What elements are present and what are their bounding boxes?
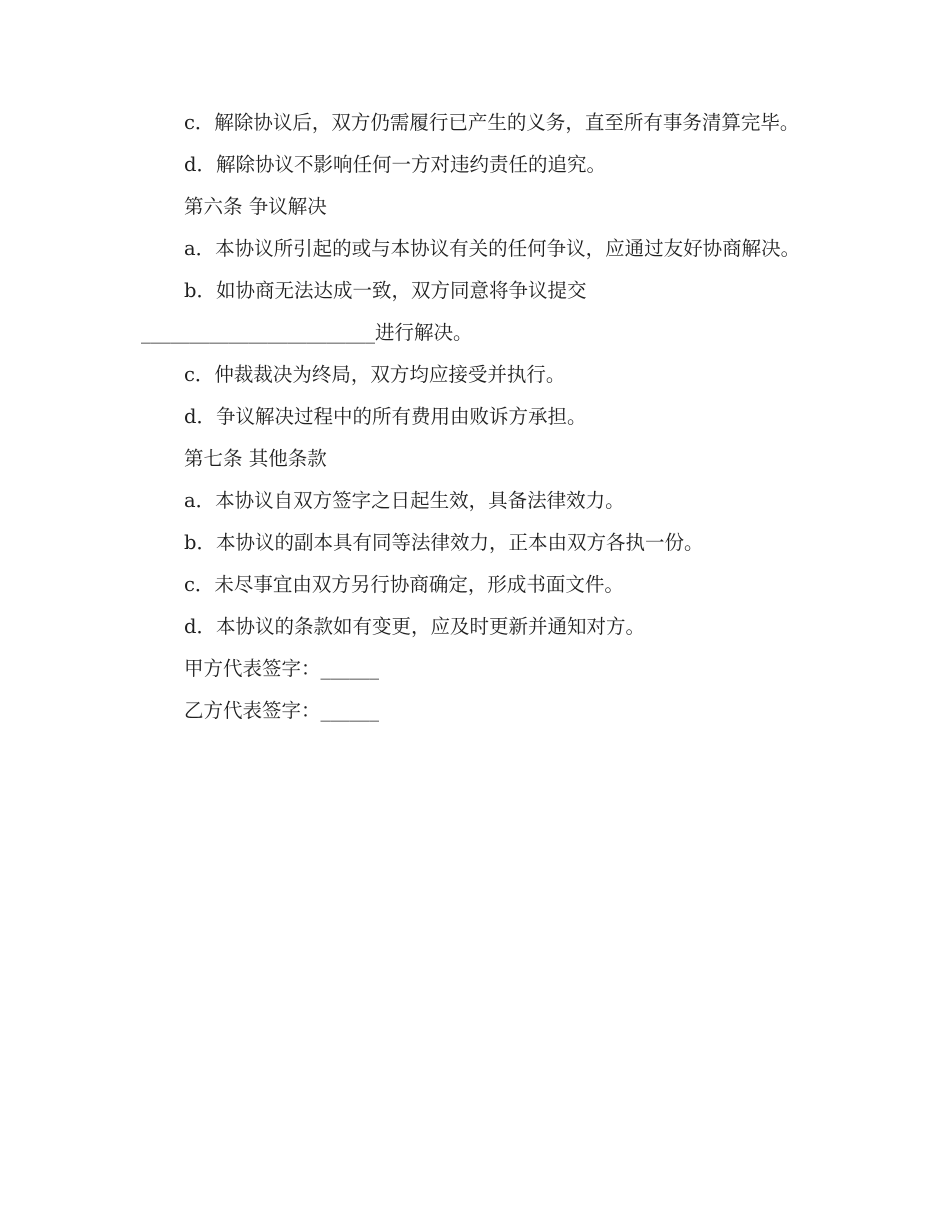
document-body bbox=[141, 102, 806, 732]
clause-5d: d．解除协议不影响任何一方对违约责任的追究。 bbox=[184, 153, 606, 176]
party-a-signature-line: 甲方代表签字：______ bbox=[184, 657, 380, 680]
article-6-heading: 第六条 争议解决 bbox=[184, 195, 327, 218]
clause-7d: d．本协议的条款如有变更，应及时更新并通知对方。 bbox=[184, 615, 645, 638]
clause-7c: c．未尽事宜由双方另行协商确定，形成书面文件。 bbox=[184, 573, 624, 596]
article-7-heading: 第七条 其他条款 bbox=[184, 447, 327, 470]
clause-6d: d．争议解决过程中的所有费用由败诉方承担。 bbox=[184, 405, 587, 428]
clause-6a: a．本协议所引起的或与本协议有关的任何争议，应通过友好协商解决。 bbox=[184, 237, 801, 260]
clause-7a: a．本协议自双方签字之日起生效，具备法律效力。 bbox=[184, 489, 625, 512]
clause-6b-blank-line: ________________________进行解决。 bbox=[141, 321, 473, 344]
party-b-signature-line: 乙方代表签字：______ bbox=[184, 699, 380, 722]
clause-6b: b．如协商无法达成一致，双方同意将争议提交 bbox=[184, 279, 587, 302]
clause-7b: b．本协议的副本具有同等法律效力，正本由双方各执一份。 bbox=[184, 531, 704, 554]
clause-6c: c．仲裁裁决为终局，双方均应接受并执行。 bbox=[184, 363, 566, 386]
clause-5c: c．解除协议后，双方仍需履行已产生的义务，直至所有事务清算完毕。 bbox=[184, 111, 800, 134]
